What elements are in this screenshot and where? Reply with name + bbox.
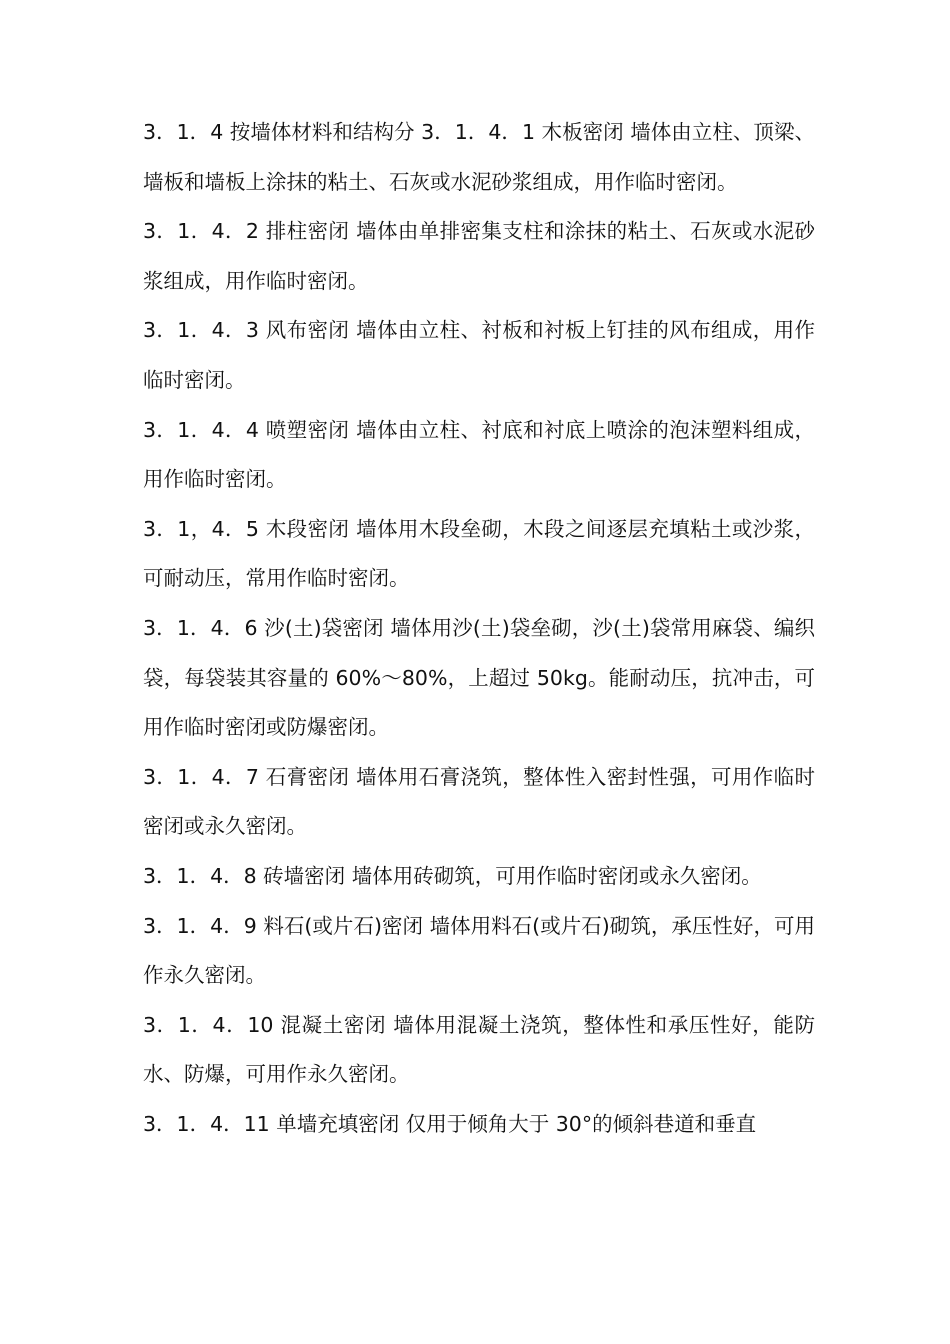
paragraph-3-1-4-5: 3．1，4．5 木段密闭 墙体用木段垒砌，木段之间逐层充填粘土或沙浆，可耐动压，常用作临时密闭。 — [143, 516, 815, 591]
paragraph-3-1-4-9: 3．1．4．9 料石(或片石)密闭 墙体用料石(或片石)砌筑，承压性好，可用作永久密闭。 — [143, 913, 815, 988]
paragraph-3-1-4-1: 3．1．4 按墙体材料和结构分 3．1．4．1 木板密闭 墙体由立柱、顶梁、墙板和墙板上涂抹的粘土、石灰或水泥砂浆组成，用作临时密闭。 — [143, 120, 815, 194]
document-page — [143, 108, 815, 1149]
paragraph-3-1-4-2: 3．1．4．2 排柱密闭 墙体由单排密集支柱和涂抹的粘土、石灰或水泥砂浆组成，用作临时密闭。 — [143, 219, 815, 293]
paragraph-3-1-4-10: 3．1．4．10 混凝土密闭 墙体用混凝土浇筑，整体性和承压性好，能防水、防爆，可用作永久密闭。 — [143, 1012, 815, 1087]
paragraph-3-1-4-11: 3．1．4．11 单墙充填密闭 仅用于倾角大于 30°的倾斜巷道和垂直 — [143, 1111, 757, 1136]
paragraph-3-1-4-6: 3．1．4．6 沙(土)袋密闭 墙体用沙(土)袋垒砌，沙(土)袋常用麻袋、编织袋，每袋装其容量的 60%～80%，上超过 50kg。能耐动压，抗冲击，可用作临时密闭或防爆密闭。 — [143, 615, 815, 740]
paragraph-3-1-4-8: 3．1．4．8 砖墙密闭 墙体用砖砌筑，可用作临时密闭或永久密闭。 — [143, 863, 762, 888]
paragraph-3-1-4-3: 3．1．4．3 风布密闭 墙体由立柱、衬板和衬板上钉挂的风布组成，用作临时密闭。 — [143, 318, 815, 392]
paragraph-3-1-4-4: 3．1．4．4 喷塑密闭 墙体由立柱、衬底和衬底上喷涂的泡沫塑料组成，用作临时密闭。 — [143, 417, 815, 492]
paragraph-3-1-4-7: 3．1．4．7 石膏密闭 墙体用石膏浇筑，整体性入密封性强，可用作临时密闭或永久密闭。 — [143, 764, 815, 839]
